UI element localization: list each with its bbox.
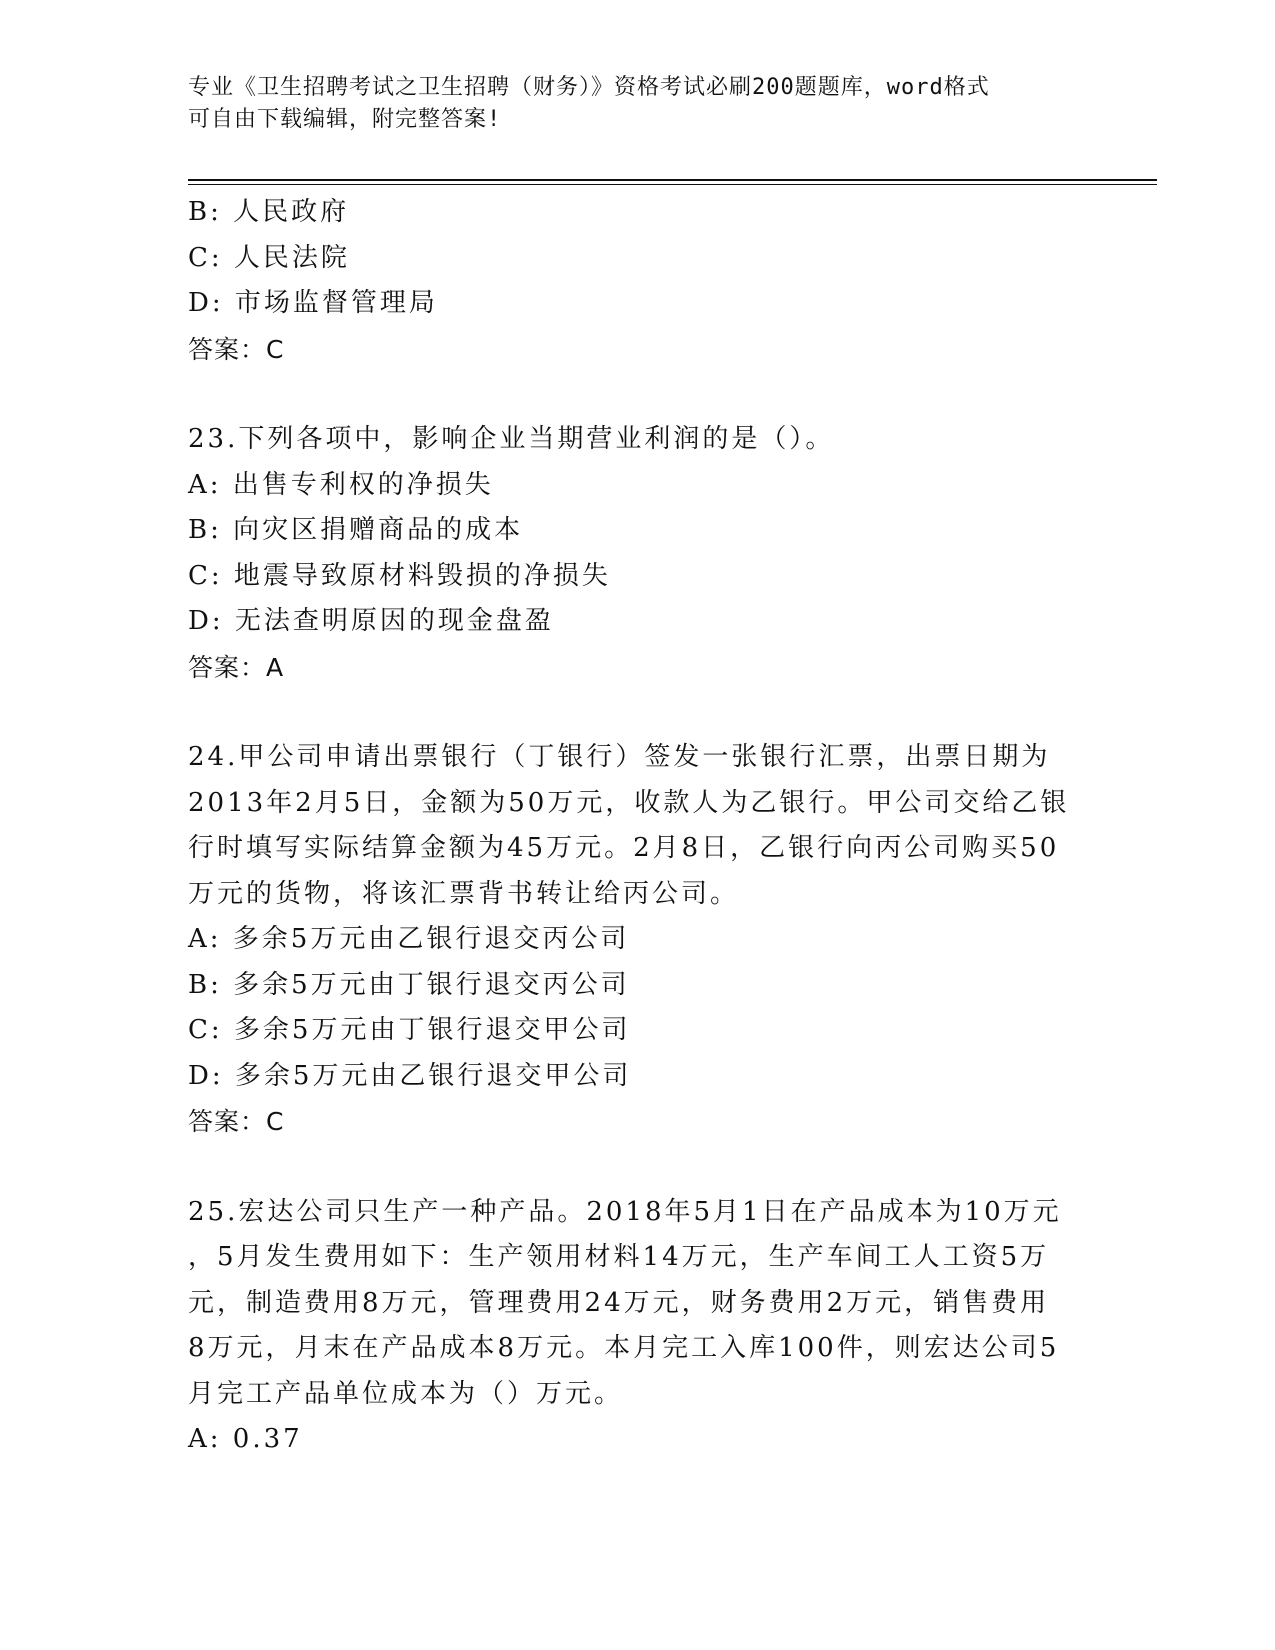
question-24: [188, 735, 1088, 1145]
option-a: A: 出售专利权的净损失: [188, 469, 494, 500]
option-d: D: 无法查明原因的现金盘盈: [188, 606, 554, 636]
option-b: B: 多余5万元由丁银行退交丙公司: [188, 969, 630, 1000]
question-stem: 24.甲公司申请出票银行（丁银行）签发一张银行汇票，出票日期为: [188, 742, 1051, 772]
question-stem: 23.下列各项中，影响企业当期营业利润的是（）。: [188, 424, 835, 454]
option-c: C: 人民法院: [188, 242, 350, 273]
option-c: C: 地震导致原材料毁损的净损失: [188, 560, 611, 591]
option-a: A: 多余5万元由乙银行退交丙公司: [188, 924, 630, 954]
option-a: A: 0.37: [188, 1424, 303, 1454]
question-stem: 2013年2月5日，金额为50万元，收款人为乙银行。甲公司交给乙银: [188, 787, 1070, 818]
option-d: D: 市场监督管理局: [188, 288, 438, 318]
question-stem: 25.宏达公司只生产一种产品。2018年5月1日在产品成本为10万元: [188, 1196, 1062, 1227]
question-stem: 行时填写实际结算金额为45万元。2月8日，乙银行向丙公司购买50: [188, 833, 1060, 863]
answer: 答案：C: [188, 334, 285, 364]
question-stem: 万元的货物，将该汇票背书转让给丙公司。: [188, 878, 740, 909]
question-stem: 月完工产品单位成本为（）万元。: [188, 1378, 624, 1409]
question-22: [188, 190, 1088, 372]
question-25: [188, 1190, 1088, 1463]
question-stem: 元，制造费用8万元，管理费用24万元，财务费用2万元，销售费用: [188, 1287, 1050, 1318]
header-line-2: 可自由下载编辑，附完整答案!: [188, 107, 502, 132]
option-b: B: 向灾区捐赠商品的成本: [188, 515, 524, 545]
question-stem: ，5月发生费用如下：生产领用材料14万元，生产车间工人工资5万: [188, 1242, 1050, 1272]
header-rule-thick: [188, 179, 1157, 181]
option-b: B: 人民政府: [188, 197, 350, 227]
document-header: [188, 72, 1088, 136]
header-line-1: 专业《卫生招聘考试之卫生招聘（财务）》资格考试必刷200题题库，word格式: [188, 75, 990, 100]
option-d: D: 多余5万元由乙银行退交甲公司: [188, 1060, 632, 1091]
option-c: C: 多余5万元由丁银行退交甲公司: [188, 1015, 631, 1045]
answer: 答案：A: [188, 652, 285, 682]
header-rule-thin: [188, 184, 1157, 185]
question-stem: 8万元，月末在产品成本8万元。本月完工入库100件，则宏达公司5: [188, 1333, 1060, 1363]
answer: 答案：C: [188, 1107, 285, 1136]
question-content: [188, 190, 1088, 1463]
question-23: [188, 417, 1088, 690]
